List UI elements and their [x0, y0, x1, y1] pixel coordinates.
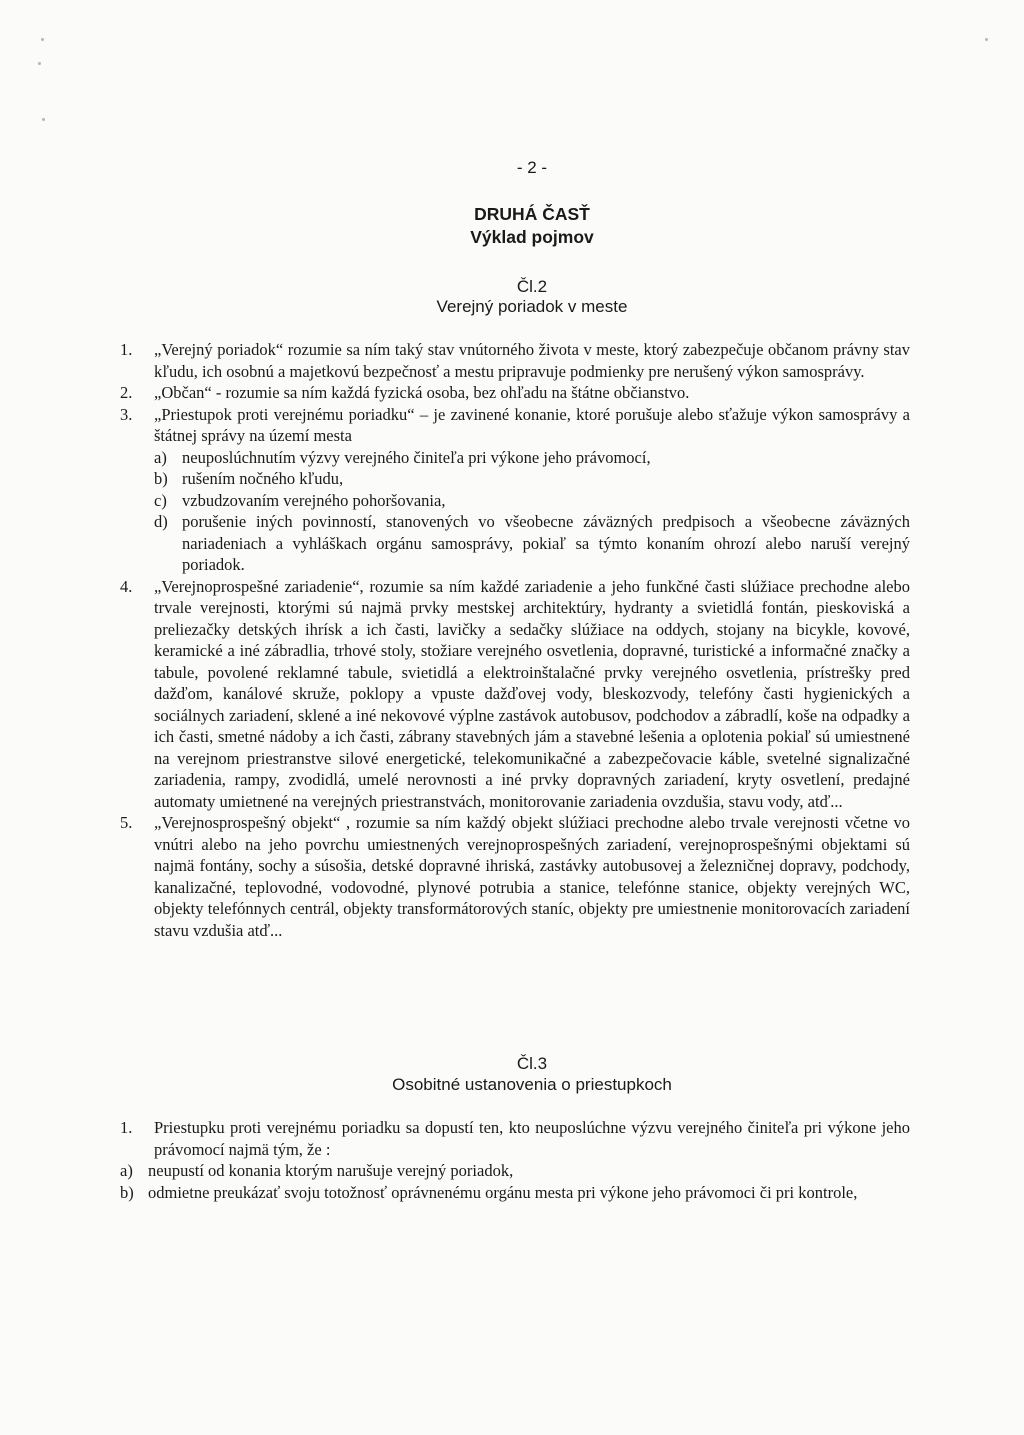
item-number: 2. [120, 383, 133, 402]
sub-item-letter: b) [154, 469, 168, 488]
sub-item-text: odmietne preukázať svoju totožnosť oprávnenému orgánu mesta pri výkone jeho právomoci či pri kontrole, [148, 1182, 858, 1202]
list-item [120, 382, 910, 404]
sub-item-text: neuposlúchnutím výzvy verejného činiteľa pri výkone jeho právomocí, [182, 447, 651, 467]
article-2-body [120, 339, 910, 941]
item-text: „Občan“ - rozumie sa ním každá fyzická osoba, bez ohľadu na štátne občianstvo. [154, 383, 690, 402]
sub-item [154, 490, 910, 512]
list-item [120, 404, 910, 576]
sub-item-text: porušenie iných povinností, stanovených vo všeobecne záväzných predpisoch a všeobecne záväzných nariadeniach a vyhláškach orgánu samosprávy, pokiaľ sa týmto konaním ohrozí alebo naruší verejný poriadok. [182, 512, 910, 574]
sub-item-text: rušením nočného kľudu, [182, 469, 344, 488]
scan-artifact [42, 118, 45, 121]
scan-artifact [38, 62, 41, 65]
sub-item [154, 511, 910, 576]
item-number: 5. [120, 813, 133, 832]
sub-item-text: vzbudzovaním verejného pohoršovania, [182, 490, 446, 510]
sub-item-letter: d) [154, 512, 168, 531]
sub-item-letter: a) [154, 447, 167, 467]
item-number: 4. [120, 576, 133, 596]
item-number: 3. [120, 404, 133, 424]
item-text: „Verejnosprospešný objekt“ , rozumie sa ním každý objekt slúžiaci prechodne alebo trvale verejnosti včetne vo vnútri alebo na jeho povrchu umiestnených verejnoprospešných zariadení, verejnoprospešnými objektami sú najmä fontány, sochy a súsošia, detské dopravné ihriská, zastávky autobusovej a železničnej dopravy, podchody, kanalizačné, teplovodné, vodovodné, plynové potrubia a stanice, telefónne stanice, objekty verejných WC, objekty telefónnych centrál, objekty transformátorových staníc, objekty pre umiestnenie monitorovacích zariadení stavu vzdušia atď... [154, 813, 910, 940]
scan-artifact [985, 38, 988, 41]
item-number: 1. [120, 1118, 133, 1137]
article-2-number: Čl.2 [516, 277, 548, 296]
sub-item-letter: b) [120, 1182, 134, 1202]
article-3-number: Čl.3 [516, 1054, 548, 1073]
part-subtitle: Výklad pojmov [470, 227, 594, 247]
list-item [120, 812, 910, 941]
list-item [120, 576, 910, 813]
item-text: „Priestupok proti verejnému poriadku“ – je zavinené konanie, ktoré porušuje alebo sťažuje výkon samosprávy a štátnej správy na území mesta [154, 404, 910, 445]
scan-artifact [41, 38, 44, 41]
article-2-title: Verejný poriadok v meste [436, 297, 628, 316]
article-3-body [120, 1117, 910, 1203]
sub-item [154, 468, 910, 490]
part-title: DRUHÁ ČASŤ [474, 204, 590, 224]
list-item [120, 339, 910, 382]
sub-item [120, 1160, 910, 1182]
page-number: - 2 - [516, 158, 548, 177]
sub-item-letter: a) [120, 1161, 133, 1180]
item-text: Priestupku proti verejnému poriadku sa dopustí ten, kto neuposlúchne výzvu verejného činiteľa pri výkone jeho právomocí najmä tým, že : [154, 1118, 910, 1159]
item-text: „Verejný poriadok“ rozumie sa ním taký stav vnútorného života v meste, ktorý zabezpečuje občanom právny stav kľudu, ich osobnú a majetkovú bezpečnosť a mestu pripravuje podmienky pre nerušený výkon samosprávy. [154, 340, 910, 381]
article-3-title: Osobitné ustanovenia o priestupkoch [392, 1075, 672, 1094]
sub-item [154, 447, 910, 469]
list-item [120, 1117, 910, 1160]
sub-item-text: neupustí od konania ktorým narušuje verejný poriadok, [148, 1161, 514, 1180]
item-number: 1. [120, 340, 133, 359]
sub-item-letter: c) [154, 490, 167, 510]
sub-item [120, 1182, 910, 1204]
item-text: „Verejnoprospešné zariadenie“, rozumie sa ním každé zariadenie a jeho funkčné časti slúžiace prechodne alebo trvale verejnosti, ktorými sú najmä prvky mestskej architektúry, hydranty a svietidlá fontán, pieskoviská a preliezačky detských ihrísk a ich časti, lavičky a sedačky slúžiace na oddych, stojany na bicykle, kovové, keramické a iné zábradlia, trhové stoly, stožiare verejného osvetlenia, dopravné, turistické a informačné značky a tabule, povolené reklamné tabule, svietidlá a elektroinštalačné prvky verejného osvetlenia, prístrešky pred dažďom, kanálové skruže, poklopy a vpuste dažďovej vody, bleskozvody, telefóny časti hygienických a sociálnych zariadení, sklené a iné nekovové výplne zastávok autobusov, podchodov a zábradlí, koše na odpadky a ich časti, smetné nádoby a ich časti, zábrany stavebných jám a stavebné lešenia a oplotenia pokiaľ sú umiestnené na verejnom priestranstve silové energetické, telekomunikačné a zabezpečovacie káble, svetelné signalizačné zariadenia, rampy, zvodidlá, umelé nerovnosti a iné prvky dopravných zariadení, kryty osvetlení, predajné automaty umietnené na verejných priestranstvách, monitorovanie zariadenia ovzdušia, stavu vody, atď... [154, 576, 910, 811]
